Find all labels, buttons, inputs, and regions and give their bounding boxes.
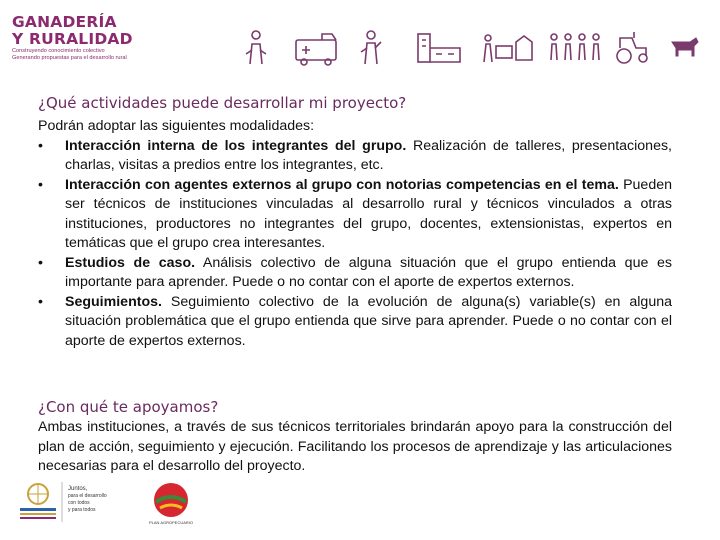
header-icon-strip — [236, 28, 700, 72]
item-bold: Interacción con agentes externos al grupo con notorias competencias en el tema. — [65, 176, 619, 193]
livestock-people-icon — [480, 28, 536, 68]
list-item — [38, 254, 672, 293]
farm-buildings-icon — [414, 28, 466, 68]
logo2-text: PLAN AGROPECUARIO — [148, 520, 194, 525]
item-text: Realización de talleres, presentaciones, charlas, visitas a predios entre los integrantes, etc. — [65, 137, 672, 173]
family-icon — [236, 28, 276, 68]
item-text: Análisis colectivo de alguna situación que el grupo entienda que es importante para aprender. Puede o no contar con el aporte de expertos externos. — [65, 254, 672, 290]
item-bold: Seguimientos. — [65, 293, 162, 310]
brand-title-line1: GANADERÍA — [12, 13, 117, 31]
list-item — [38, 137, 672, 176]
group-icon — [546, 28, 606, 68]
mgap-logo — [16, 478, 126, 526]
list-item — [38, 176, 672, 254]
item-bold: Interacción interna de los integrantes del grupo. — [65, 137, 407, 154]
plan-agropecuario-logo — [146, 480, 196, 526]
brand-logo — [12, 14, 172, 62]
section-title-support: ¿Con qué te apoyamos? — [38, 398, 219, 416]
brand-tagline-1: Construyendo conocimiento colectivo — [12, 48, 105, 54]
support-text: Ambas instituciones, a través de sus técnicos territoriales brindarán apoyo para la construcción del plan de acción, seguimiento y ejecución. Facilitando los procesos de aprendizaje y las articulaciones necesarias para el desarrollo del proyecto. — [38, 419, 672, 474]
bullet-icon: • — [38, 137, 43, 154]
person-icon — [356, 28, 386, 68]
bullet-icon: • — [38, 293, 43, 310]
logo1-text-1: Juntos, — [68, 486, 88, 492]
section-title-activities: ¿Qué actividades puede desarrollar mi proyecto? — [38, 94, 407, 112]
item-text: Seguimiento colectivo de la evolución de alguna(s) variable(s) en alguna situación problemática que el grupo entienda que sirve para aprender. Puede o no contar con el aporte de expertos externos. — [65, 293, 672, 349]
logo1-text-2: para el desarrollo — [68, 493, 107, 499]
bullet-icon: • — [38, 176, 43, 193]
item-bold: Estudios de caso. — [65, 254, 196, 271]
brand-title-line2: Y RURALIDAD — [12, 30, 133, 48]
cow-icon — [668, 28, 700, 68]
tractor-icon — [612, 28, 652, 68]
activities-intro: Podrán adoptar las siguientes modalidades: — [38, 118, 315, 134]
activities-body — [38, 117, 672, 351]
bullet-icon: • — [38, 254, 43, 271]
logo1-text-4: y para todos — [68, 507, 96, 513]
list-item — [38, 293, 672, 352]
item-text: Pueden ser técnicos de instituciones vinculadas al desarrollo rural y técnicos vinculados a otras instituciones, productores no integrantes del grupo, docentes, extensionistas, expertos en temáticas que el grupo crea interesantes. — [65, 176, 672, 251]
brand-tagline-2: Generando propuestas para el desarrollo rural — [12, 55, 127, 61]
rural-clinic-icon — [292, 28, 344, 68]
logo1-text-3: con todos — [68, 500, 90, 506]
